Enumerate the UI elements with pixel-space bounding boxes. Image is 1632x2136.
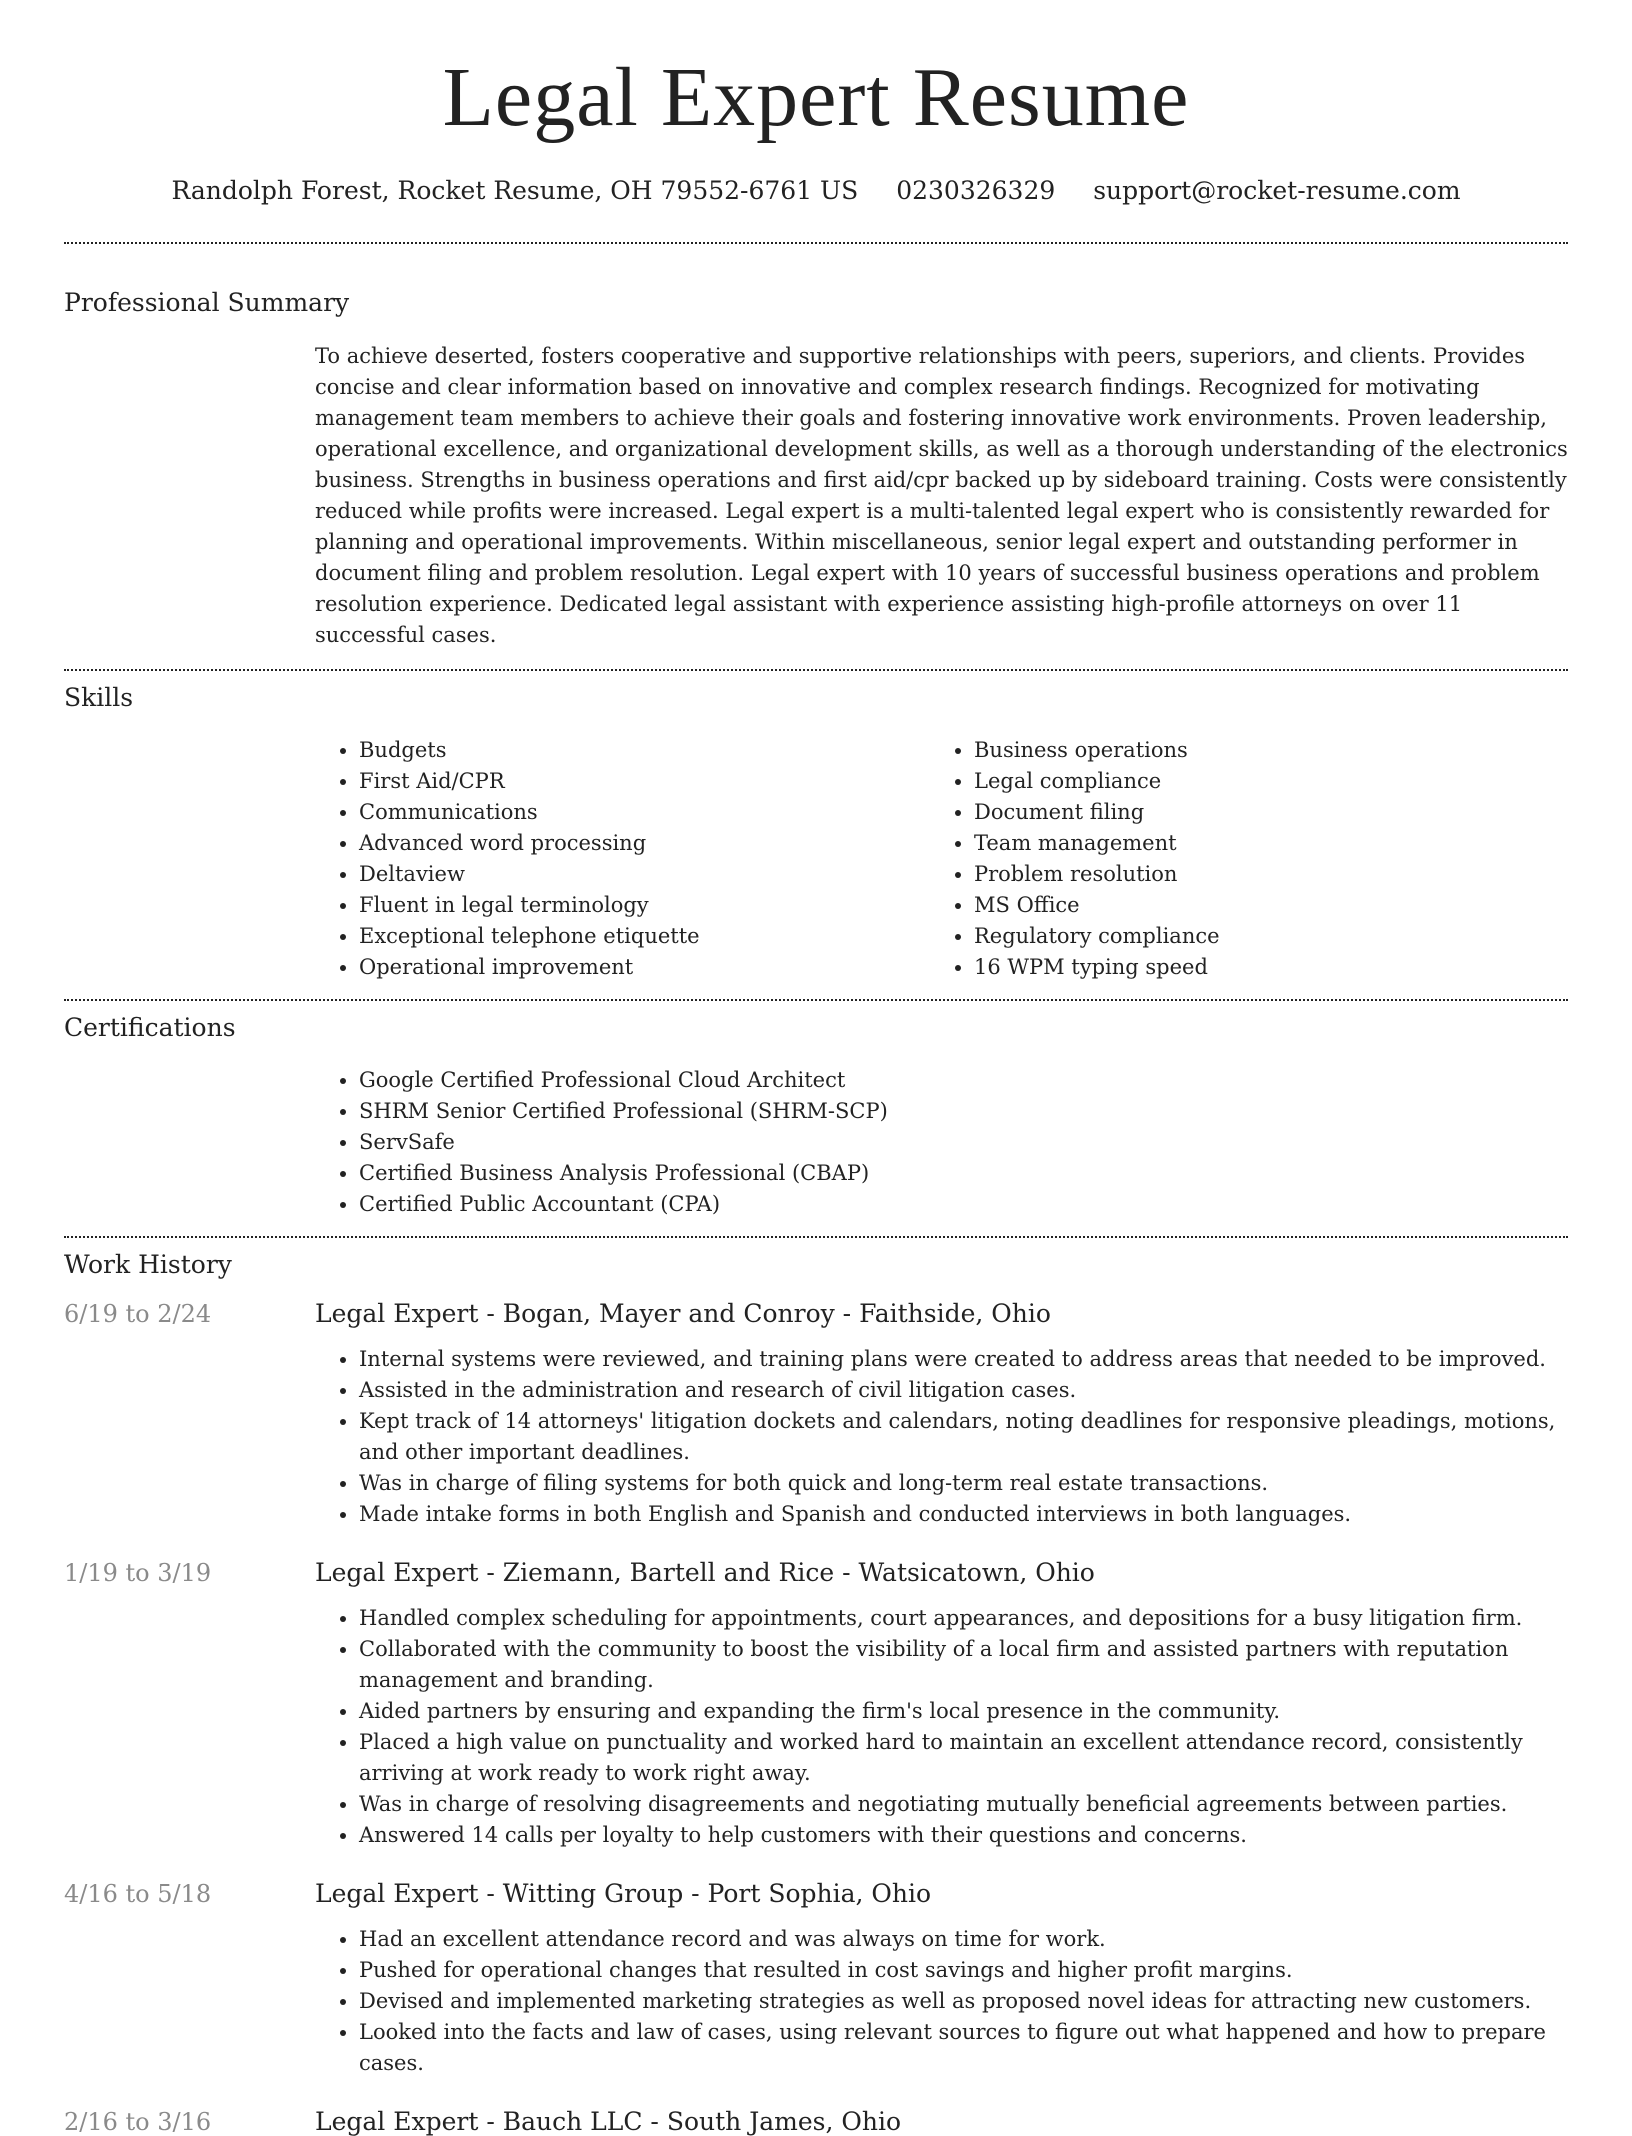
job-bullet: • Handled complex scheduling for appointments, court appearances, and depositions for a busy litigation firm. [359,1603,1568,1634]
resume-page [64,0,1568,2136]
skill-item: • Team management [974,828,1545,859]
certification-item: • Certified Business Analysis Professional (CBAP) [359,1158,1568,1189]
job-bullet: • Collaborated with the community to boost the visibility of a local firm and assisted partners with reputation management and branding. [359,1634,1568,1696]
job-bullet: • Answered 14 calls per loyalty to help customers with their questions and concerns. [359,1820,1568,1851]
job-bullet: • Assisted in the administration and research of civil litigation cases. [359,1375,1568,1406]
resume-title: Legal Expert Resume [442,51,1190,144]
job-bullets [315,1924,1568,2079]
job-bullets [315,1603,1568,1851]
job-entry [64,1879,1568,2079]
job-dates: 6/19 to 2/24 [64,1300,212,1328]
summary-text: To achieve deserted, fosters cooperative and supportive relationships with peers, superiors, and clients. Provides concise and clear information based on innovative and complex research findings. Recognized for motivating management team members to achieve their goals and fostering innovative work environments. Proven leadership, operational excellence, and organizational development skills, as well as a thorough understanding of the electronics business. Strengths in business operations and first aid/cpr backed up by sideboard training. Costs were consistently reduced while profits were increased. Legal expert is a multi-talented legal expert who is consistently rewarded for planning and operational improvements. Within miscellaneous, senior legal expert and outstanding performer in document filing and problem resolution. Legal expert with 10 years of successful business operations and problem resolution experience. Dedicated legal assistant with experience assisting high-profile attorneys on over 11 successful cases. [315,344,1568,647]
certification-item: • Certified Public Accountant (CPA) [359,1189,1568,1220]
work-history-section [64,1250,1568,2136]
contact-address: Randolph Forest, Rocket Resume, OH 79552-6761 US [171,176,859,205]
skill-item: • Exceptional telephone etiquette [359,921,930,952]
skill-item: • First Aid/CPR [359,766,930,797]
skill-item: • Communications [359,797,930,828]
job-title: Legal Expert - Witting Group - Port Sophia, Ohio [315,1879,932,1908]
skill-item: • Deltaview [359,859,930,890]
certification-item: • Google Certified Professional Cloud Architect [359,1065,1568,1096]
job-entry [64,1299,1568,1530]
job-bullets [315,1344,1568,1530]
skills-column-left [315,735,930,983]
job-bullet: • Looked into the facts and law of cases, using relevant sources to figure out what happened and how to prepare cases. [359,2017,1568,2079]
job-dates: 2/16 to 3/16 [64,2108,212,2136]
certifications-content [315,1065,1568,1220]
job-bullet: • Pushed for operational changes that resulted in cost savings and higher profit margins. [359,1955,1568,1986]
skill-item: • Regulatory compliance [974,921,1545,952]
section-divider [64,669,1568,671]
section-divider [64,999,1568,1001]
certifications-section [64,1013,1568,1220]
job-bullet: • Devised and implemented marketing strategies as well as proposed novel ideas for attracting new customers. [359,1986,1568,2017]
contact-line [64,176,1568,205]
contact-email: support@rocket-resume.com [1093,176,1461,205]
skill-item: • Business operations [974,735,1545,766]
job-bullet: • Had an excellent attendance record and was always on time for work. [359,1924,1568,1955]
job-bullet: • Placed a high value on punctuality and worked hard to maintain an excellent attendance record, consistently arriving at work ready to work right away. [359,1727,1568,1789]
job-title: Legal Expert - Bauch LLC - South James, Ohio [315,2107,901,2136]
job-entry [64,1558,1568,1851]
contact-phone: 0230326329 [896,176,1056,205]
job-title: Legal Expert - Bogan, Mayer and Conroy - Faithside, Ohio [315,1299,1051,1328]
job-bullet: • Aided partners by ensuring and expanding the firm's local presence in the community. [359,1696,1568,1727]
skill-item: • Legal compliance [974,766,1545,797]
skill-item: • Document filing [974,797,1545,828]
skills-column-right [930,735,1545,983]
skills-section [64,683,1568,983]
job-title: Legal Expert - Ziemann, Bartell and Rice - Watsicatown, Ohio [315,1558,1095,1587]
job-entry [64,2107,1568,2136]
skill-item: • 16 WPM typing speed [974,952,1545,983]
skill-item: • Budgets [359,735,930,766]
job-bullet: • Internal systems were reviewed, and training plans were created to address areas that needed to be improved. [359,1344,1568,1375]
work-history-heading: Work History [64,1250,232,1279]
job-bullet: • Made intake forms in both English and Spanish and conducted interviews in both languages. [359,1499,1568,1530]
skills-heading: Skills [64,683,134,712]
summary-heading: Professional Summary [64,288,350,317]
skill-item: • Operational improvement [359,952,930,983]
section-divider [64,242,1568,244]
skills-grid [315,735,1568,983]
skill-item: • MS Office [974,890,1545,921]
certification-item: • SHRM Senior Certified Professional (SHRM-SCP) [359,1096,1568,1127]
summary-content [315,341,1568,651]
certifications-heading: Certifications [64,1013,236,1042]
job-dates: 1/19 to 3/19 [64,1559,212,1587]
skill-item: • Advanced word processing [359,828,930,859]
summary-section [64,288,1568,651]
certification-item: • ServSafe [359,1127,1568,1158]
job-bullet: • Was in charge of filing systems for both quick and long-term real estate transactions. [359,1468,1568,1499]
job-bullet: • Kept track of 14 attorneys' litigation dockets and calendars, noting deadlines for responsive pleadings, motions, and other important deadlines. [359,1406,1568,1468]
skill-item: • Problem resolution [974,859,1545,890]
job-bullet: • Was in charge of resolving disagreements and negotiating mutually beneficial agreements between parties. [359,1789,1568,1820]
section-divider [64,1236,1568,1238]
skill-item: • Fluent in legal terminology [359,890,930,921]
job-dates: 4/16 to 5/18 [64,1880,212,1908]
